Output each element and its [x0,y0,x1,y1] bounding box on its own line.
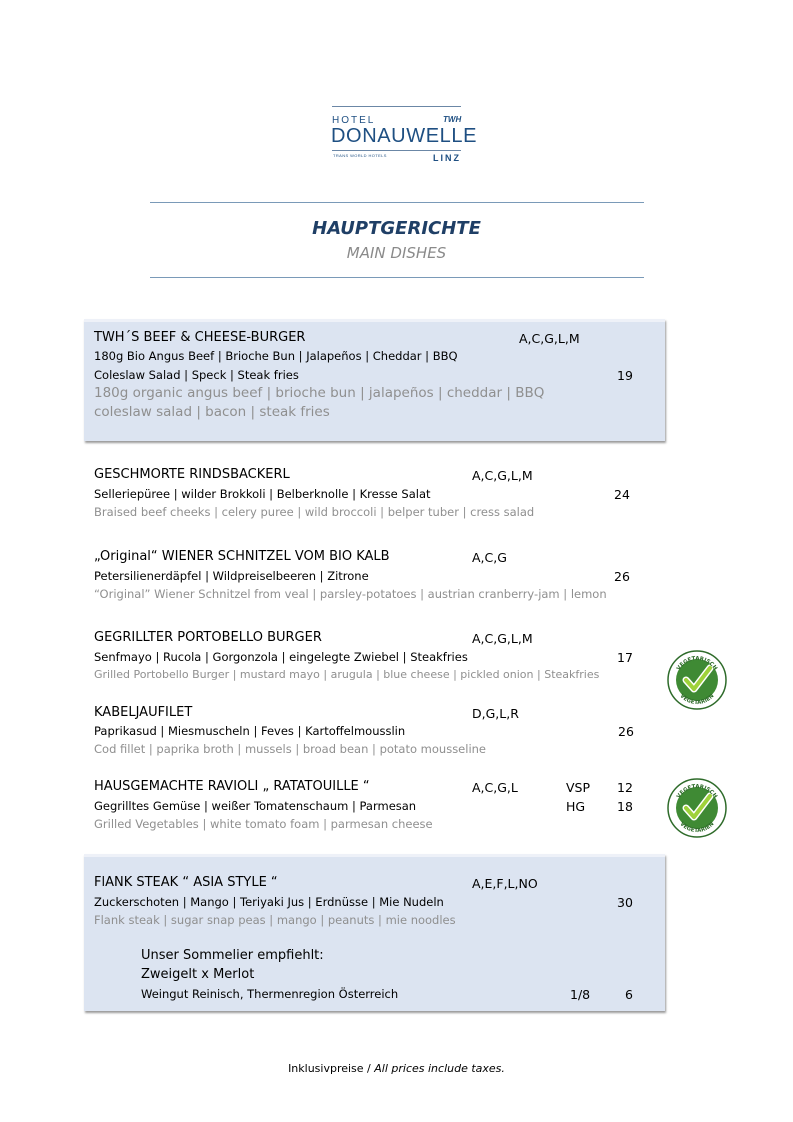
section-title: HAUPTGERICHTE [312,218,481,239]
dish-description: Gegrilltes Gemüse | weißer Tomatenschaum | Parmesan [94,799,417,813]
wine-size: 1/8 [570,987,591,1002]
dish-description: Selleriepüree | wilder Brokkoli | Belberknolle | Kresse Salat [94,487,431,501]
footer-en: All prices include taxes. [374,1062,505,1075]
dish-description: Zuckerschoten | Mango | Teriyaki Jus | Erdnüsse | Mie Nudeln [94,895,444,909]
dish-title: HAUSGEMACHTE RAVIOLI „ RATATOUILLE “ [94,779,370,794]
dish-price: 26 [618,724,634,739]
dish-allergens: A,C,G,L [472,780,518,795]
dish-title: GEGRILLTER PORTOBELLO BURGER [94,630,322,645]
dish-english: Flank steak | sugar snap peas | mango | peanuts | mie noodles [94,913,456,927]
dish-english: Cod fillet | paprika broth | mussels | broad bean | potato mousseline [94,742,487,756]
dish-title: FlANK STEAK “ ASIA STYLE “ [94,875,278,890]
heading-bottom-rule [150,277,644,278]
badge-text-top: VEGETARISCH [675,783,719,800]
vegetarian-badge-icon [667,650,727,710]
dish-price: 24 [614,487,630,502]
wine-producer: Weingut Reinisch, Thermenregion Österreich [141,987,399,1001]
dish-price: 12 [617,780,633,795]
dish-allergens: A,C,G [472,550,507,565]
dish-allergens: A,C,G,L,M [472,468,533,483]
wine-name: Zweigelt x Merlot [141,967,255,982]
sommelier-heading: Unser Sommelier empfiehlt: [141,948,324,963]
badge-text-bottom: VEGETARIEN [678,821,716,835]
footer-de: Inklusivpreise / [288,1062,375,1075]
dish-description: Senfmayo | Rucola | Gorgonzola | eingelegte Zwiebel | Steakfries [94,650,468,664]
logo-subtitle: TRANS WORLD HOTELS [333,153,387,158]
dish-price: 17 [617,650,633,665]
dish-title: GESCHMORTE RINDSBACKERL [94,467,290,482]
section-subtitle: MAIN DISHES [346,244,447,262]
dish-size: VSP [566,780,591,795]
dish-allergens: A,C,G,L,M [519,331,580,346]
dish-size: HG [566,799,586,814]
wine-price: 6 [625,987,633,1002]
dish-allergens: D,G,L,R [472,706,519,721]
dish-description: Paprikasud | Miesmuscheln | Feves | Kartoffelmousslin [94,724,406,738]
dish-price: 18 [617,799,633,814]
logo-bottom-line [332,150,461,151]
logo-hotel-text: HOTEL [332,115,376,126]
logo-city: LINZ [433,153,461,163]
dish-english: Braised beef cheeks | celery puree | wild broccoli | belper tuber | cress salad [94,505,535,519]
dish-title: KABELJAUFILET [94,705,193,720]
badge-text-bottom: VEGETARIEN [678,693,716,707]
dish-english: coleslaw salad | bacon | steak fries [94,404,330,420]
dish-price: 19 [617,368,633,383]
dish-english: Grilled Vegetables | white tomato foam | parmesan cheese [94,817,433,831]
dish-description: Coleslaw Salad | Speck | Steak fries [94,368,299,382]
dish-english: “Original” Wiener Schnitzel from veal | parsley-potatoes | austrian cranberry-jam | lemon [94,587,607,601]
dish-allergens: A,C,G,L,M [472,631,533,646]
dish-description: Petersilienerdäpfel | Wildpreiselbeeren | Zitrone [94,569,369,583]
logo-top-line [332,106,461,107]
dish-price: 30 [617,895,633,910]
badge-text-top: VEGETARISCH [675,655,719,672]
footer-note [0,1062,793,1075]
dish-description: 180g Bio Angus Beef | Brioche Bun | Jalapeños | Cheddar | BBQ [94,349,458,363]
dish-english: 180g organic angus beef | brioche bun | jalapeños | cheddar | BBQ [94,385,545,401]
dish-title: „Original“ WIENER SCHNITZEL VOM BIO KALB [94,549,390,564]
logo-name: DONAUWELLE [331,125,478,147]
heading-top-rule [150,202,644,203]
dish-english: Grilled Portobello Burger | mustard mayo | arugula | blue cheese | pickled onion | Steakfries [94,668,600,681]
dish-price: 26 [614,569,630,584]
logo-twh-mark: TWH [443,115,462,124]
vegetarian-badge-icon [667,778,727,838]
dish-allergens: A,E,F,L,NO [472,876,538,891]
dish-title: TWH´S BEEF & CHEESE-BURGER [94,330,306,345]
